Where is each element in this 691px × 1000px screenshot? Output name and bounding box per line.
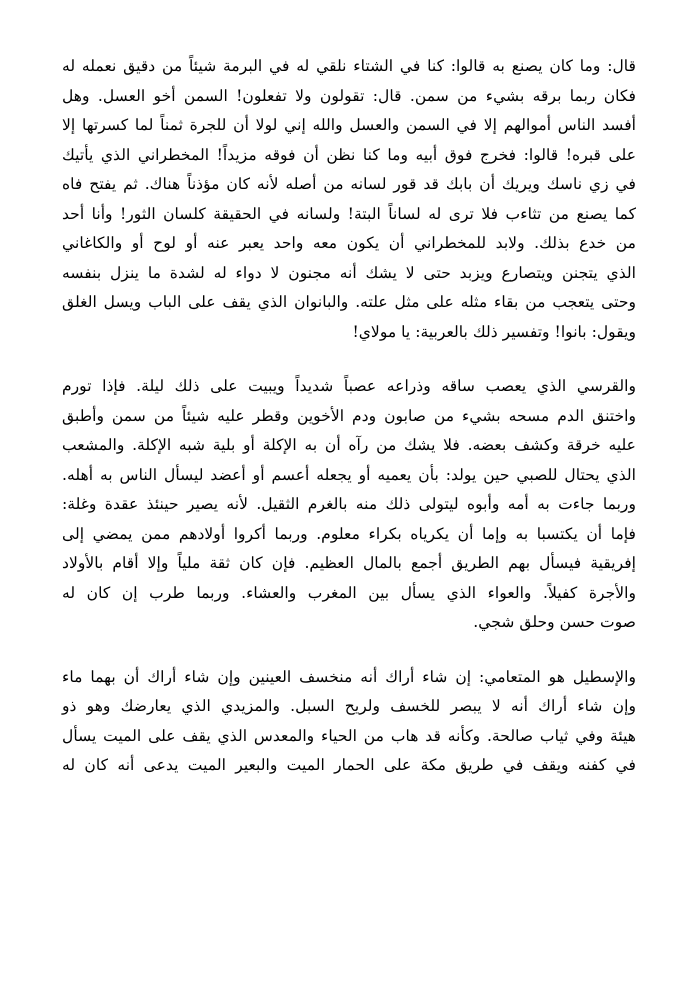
text-line: والأجرة كفيلاً. والعواء الذي يسأل بين المغرب والعشاء. وربما طرب إن كان له [62,583,636,602]
paragraph-2 [62,372,636,638]
text-line: على قبره! قالوا: فخرج فوق أبيه وما كنا نظن أن فوقه مزيداً! المخطراني الذي يأتيك [62,145,636,164]
document-page [62,52,636,781]
text-line: أفسد الناس أموالهم إلا في السمن والعسل والله إني لولا أن للجرة ثمناً لما كسرتها إلا [62,116,636,134]
text-line: الذي يحتال للصبي حين يولد: بأن يعميه أو يجعله أعسم أو أعضد ليسأل الناس به أهله. [62,465,636,484]
text-line: الذي يتجنن ويتصارع ويزبد حتى لا يشك أنه مجنون لا دواء له لشدة ما ينزل بنفسه [62,263,636,282]
text-line: والإسطيل هو المتعامي: إن شاء أراك أنه منخسف العينين وإن شاء أراك أن بهما ماء [62,667,636,686]
text-line: عليه خرقة وكشف بعضه. فلا يشك من رآه أن به الإكلة أو بلية شبه الإكلة. والمشعب [62,436,636,454]
text-line: فإما أن يكتسبا به وإما أن يكرياه بكراء معلوم. وربما أكروا أولادهم ممن يمضي إلى [62,524,636,543]
text-line: في كفنه ويقف في طريق مكة على الحمار الميت والبعير الميت يدعى أنه كان له [62,756,636,774]
text-line: هيئة وفي ثياب صالحة. وكأنه قد هاب من الحياء والمعدس الذي يقف على الميت يسأل [62,726,636,745]
text-line: قال: وما كان يصنع به قالوا: كنا في الشتاء نلقي له في البرمة شيئاً من دقيق نعمله له [62,57,636,75]
text-line: ويقول: بانوا! وتفسير ذلك بالعربية: يا مولاي! [352,322,636,341]
text-line: من خدع بذلك. ولابد للمخطراني أن يكون معه واحد يعبر عنه أو لوح أو والكاغاني [62,234,636,252]
text-line: وحتى يتعجب من بقاء مثله على مثل علته. والبانوان الذي يقف على الباب ويسل الغلق [62,293,636,311]
text-line: كما يصنع من تثاءب فلا ترى له لساناً البتة! ولسانه في الحقيقة كلسان الثور! وأنا أحد [62,204,636,223]
text-line: واختنق الدم مسحه بشيء من صابون ودم الأخوين وقطر عليه شيئاً من سمن وأطبق [62,406,636,425]
text-line: والقرسي الذي يعصب ساقه وذراعه عصباً شديداً ويبيت على ذلك ليلة. فإذا تورم [62,377,636,395]
text-line: وربما جاءت به أمه وأبوه ليتولى ذلك منه بالغرم الثقيل. لأنه يصير حينئذ عقدة وغلة: [62,495,636,513]
text-line: فكان ربما برقه بشيء من سمن. قال: تقولون ولا تفعلون! السمن أخو العسل. وهل [62,86,636,105]
text-line: صوت حسن وحلق شجي. [473,613,636,631]
paragraph-1 [62,52,636,347]
text-line: في زي ناسك ويريك أن بابك قد قور لسانه من أصله لأنه كان مؤذناً هناك. ثم يفتح فاه [62,175,636,193]
paragraph-3 [62,663,636,781]
text-line: إفريقية فيسأل بهم الطريق أجمع بالمال العظيم. فإن كان ثقة ملياً وإلا أقام بالأولاد [62,554,636,572]
text-line: وإن شاء أراك أنه لا يبصر للخسف ولريح السبل. والمزيدي الذي يعارضك وهو ذو [62,697,636,715]
